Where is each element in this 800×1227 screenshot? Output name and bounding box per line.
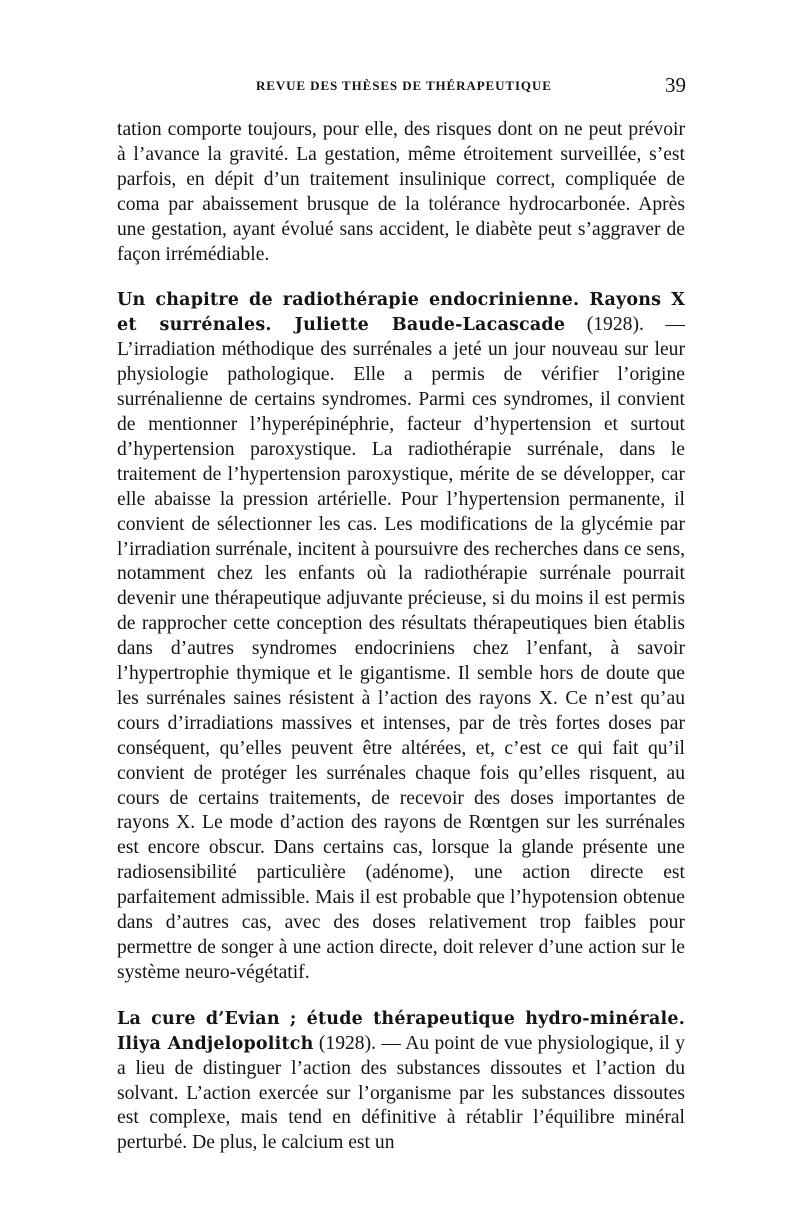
thesis-entry-evian [117,1007,685,1156]
entry-heading: Un chapitre de radiothérapie endocrinienne. Rayons X et surrénales. Juliette Baude-Lacascade [117,290,685,336]
opening-paragraph: tation comporte toujours, pour elle, des risques dont on ne peut prévoir à l’avance la gravité. La gestation, même étroitement surveillée, s’est parfois, en dépit d’un traitement insulinique correct, compliquée de coma par abaissement brusque de la tolérance hydrocarbonée. Après une gestation, ayant évolué sans accident, le diabète peut s’aggraver de façon irrémédiable. [117,119,685,265]
entry-year: (1928). [586,314,644,336]
page-number: 39 [665,73,686,97]
entry-text: — L’irradiation méthodique des surrénales a jeté un jour nouveau sur leur physiologie pathologique. Elle a permis de vérifier l’origine surrénalienne de certains syndromes. Parmi ces syndromes, il convient de mentionner l’hyperépinéphrie, facteur d’hypertension et surtout d’hypertension paroxystique. La radiothérapie surrénale, dans le traitement de l’hypertension paroxystique, mérite de se développer, car elle abaisse la pression artérielle. Pour l’hypertension permanente, il convient de sélectionner les cas. Les modifications de la glycémie par l’irradiation surrénale, incitent à poursuivre des recherches dans ce sens, notamment chez les enfants où la radiothérapie surrénale pourrait devenir une thérapeutique adjuvante précieuse, si du moins il est permis de rapprocher cette conception des résultats thérapeutiques bien établis dans d’autres syndromes endocriniens chez l’enfant, à savoir l’hypertrophie thymique et le gigantisme. Il semble hors de doute que les surrénales saines résistent à l’action des rayons X. Ce n’est qu’au cours d’irradiations massives et intenses, par de très fortes doses par conséquent, qu’elles peuvent être altérées, et, c’est ce qui fait qu’il convient de protéger les surrénales chaque fois qu’elles risquent, au cours de certains traitements, de recevoir des doses importantes de rayons X. Le mode d’action des rayons de Rœntgen sur les surrénales est encore obscur. Dans certains cas, lorsque la glande présente une radiosensibilité particulière (adénome), une action directe est parfaitement admissible. Mais il est probable que l’hypotension obtenue dans d’autres cas, avec des doses relativement trop faibles pour permettre de songer à une action directe, doit relever d’une action sur le système neuro-végétatif. [117,314,685,983]
body-text [117,118,685,1177]
entry-year: (1928). [318,1032,377,1054]
entry-heading: La cure d’Evian ; étude thérapeutique hydro-minérale. Iliya Andjelopolitch [117,1008,685,1054]
thesis-entry-radiotherapy [117,288,685,985]
running-header [0,73,800,102]
entry-text: — Au point de vue physiologique, il y a lieu de distinguer l’action des substances dissoutes et l’action du solvant. L’action exercée sur l’organisme par les substances dissoutes est complexe, mais tend en définitive à rétablir l’équilibre minéral perturbé. De plus, le calcium est un [117,1032,685,1154]
running-title: REVUE DES THÈSES DE THÉRAPEUTIQUE [256,78,552,93]
